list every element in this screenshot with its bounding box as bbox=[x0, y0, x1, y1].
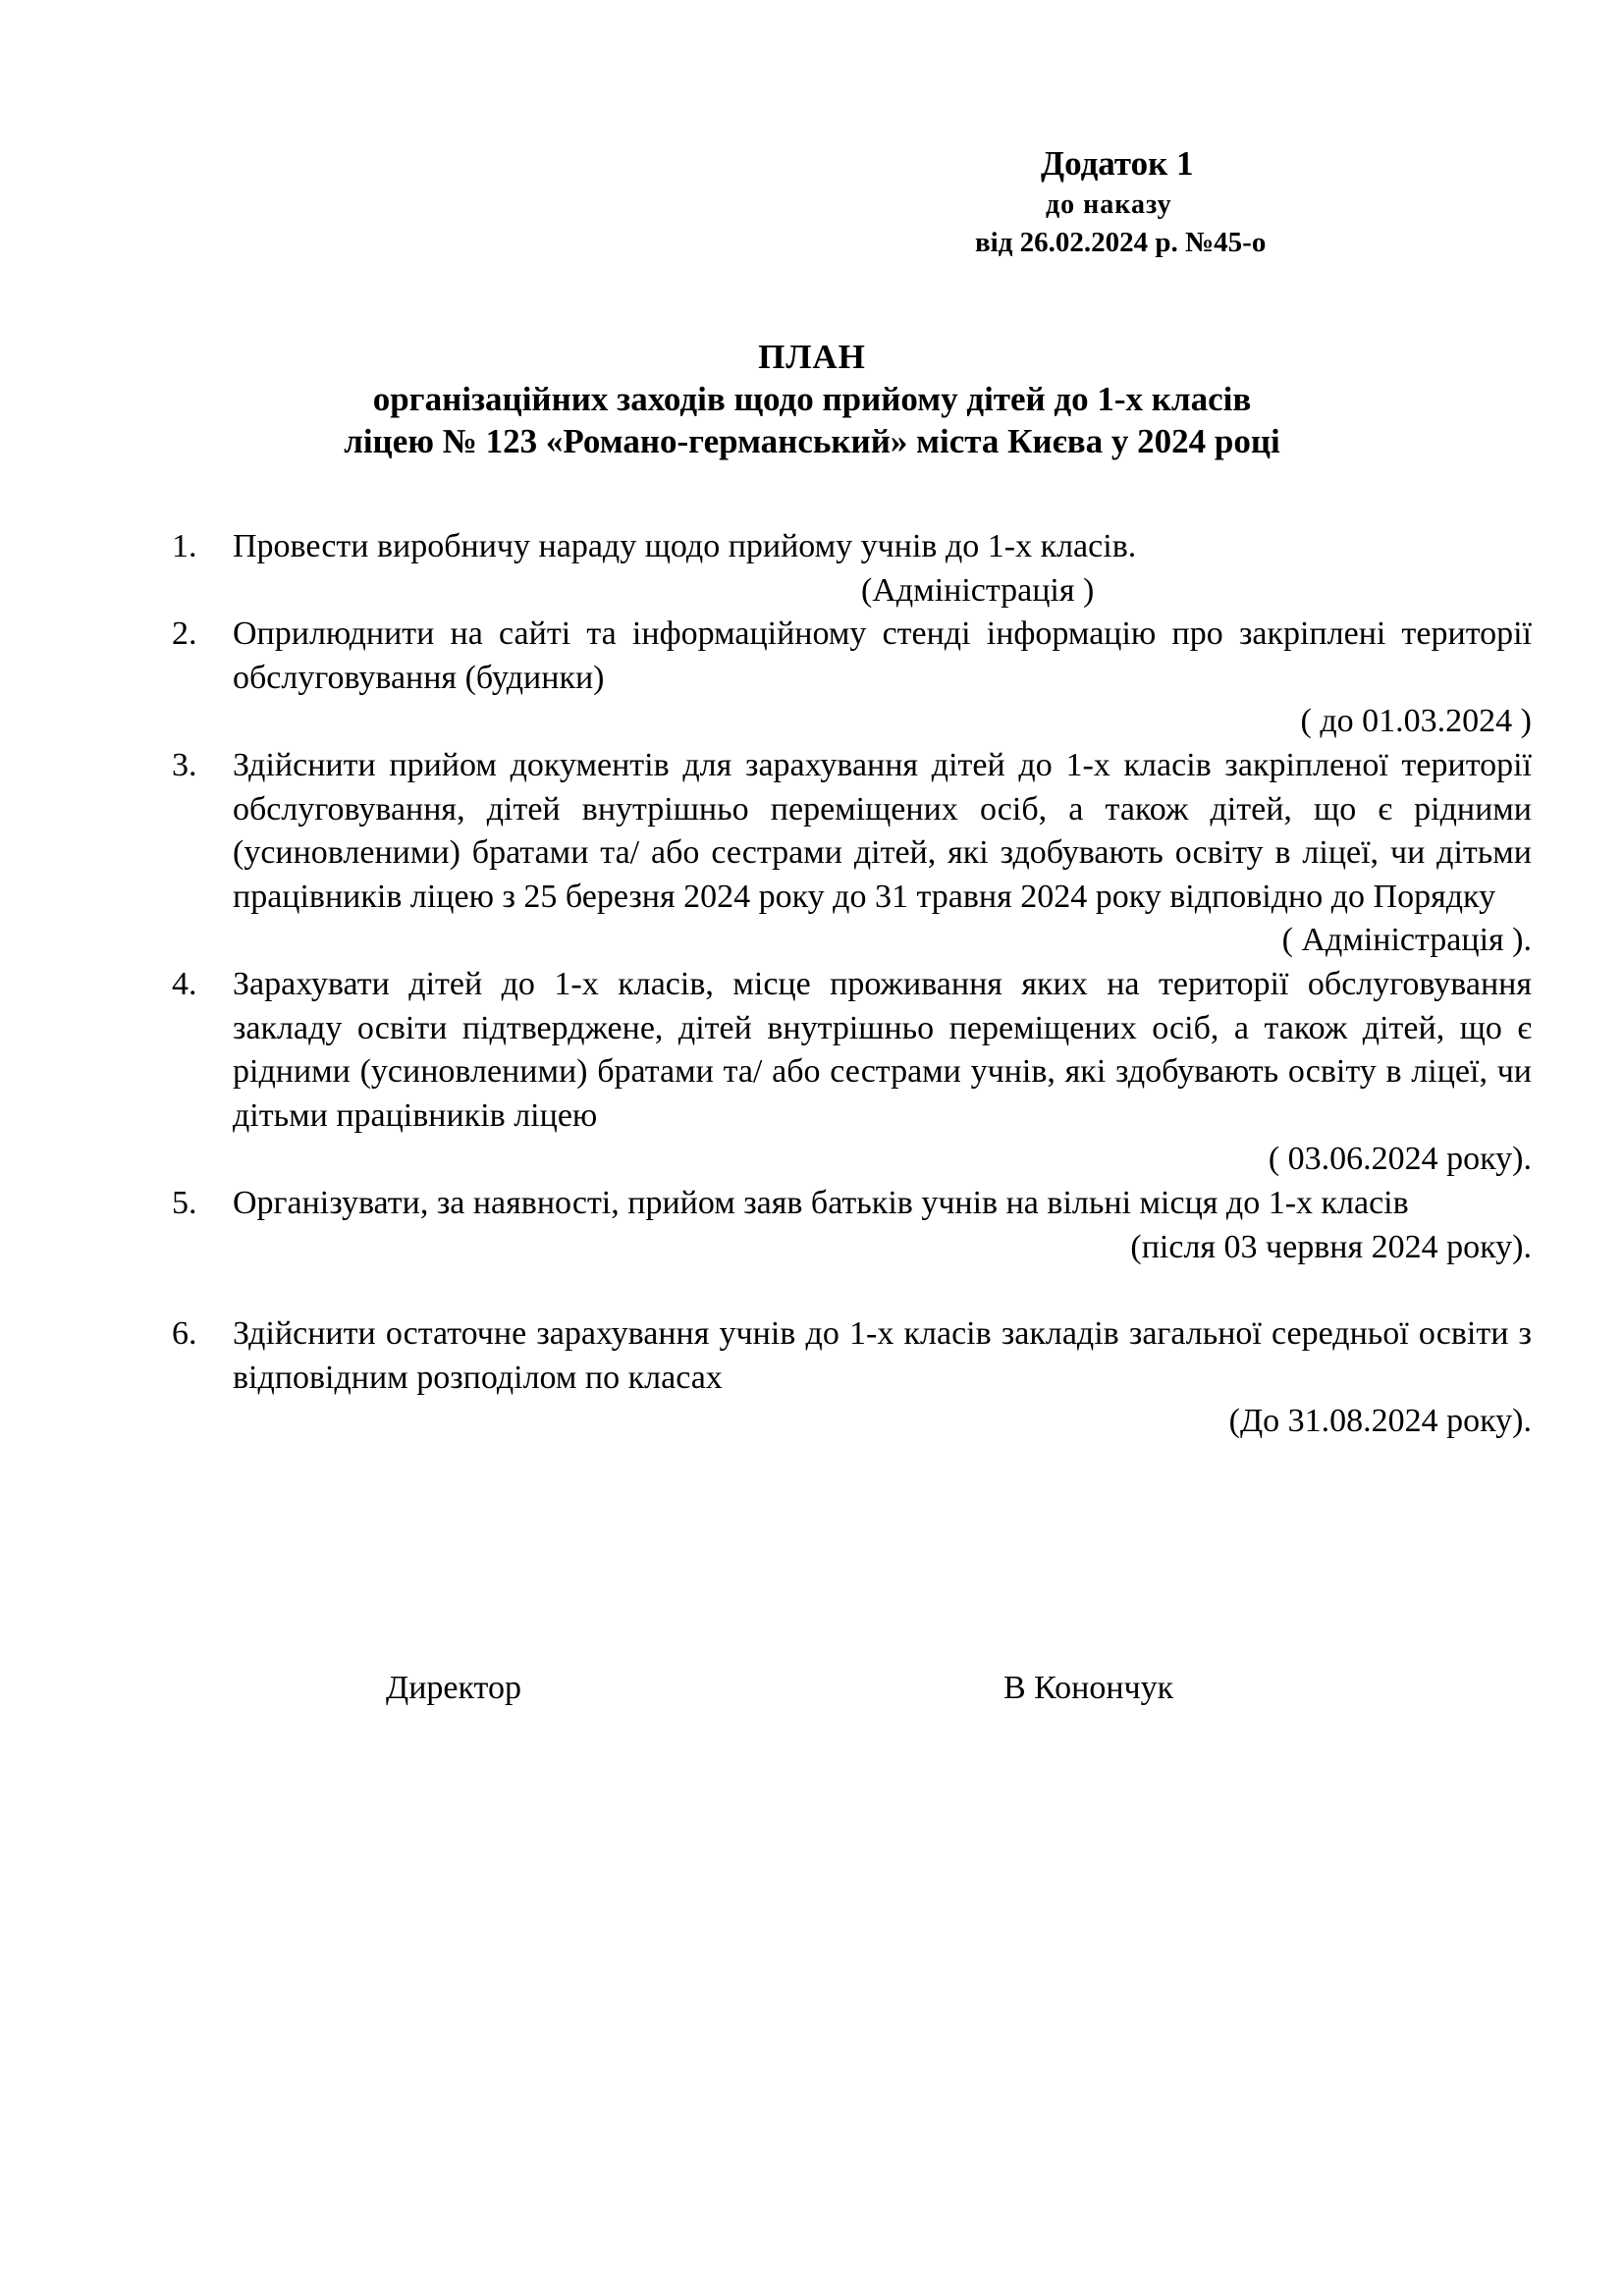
annex-subtitle: до наказу bbox=[1046, 189, 1172, 220]
plan-title: ПЛАН bbox=[758, 338, 866, 376]
plan-subtitle-line-2: ліцею № 123 «Романо-германський» міста Києва у 2024 році bbox=[344, 422, 1280, 460]
spacer bbox=[172, 1269, 1532, 1312]
item-text: Здійснити прийом документів для зарахування дітей до 1-х класів закріпленої території обслуговування, дітей внутрішньо переміщених осіб, а також дітей, що є рідними (усиновленими) братами та/ або сестрами дітей, які здобувають освіту в ліцеї, чи дітьми працівників ліцею з 25 березня 2024 року до 31 травня 2024 року відповідно до Порядку bbox=[233, 746, 1532, 915]
plan-subtitle-line-1: організаційних заходів щодо прийому дітей до 1-х класів bbox=[372, 380, 1252, 418]
item-text: Здійснити остаточне зарахування учнів до 1-х класів закладів загальної середньої освіти з відповідним розподілом по класах bbox=[233, 1315, 1532, 1396]
item-text: Оприлюднити на сайті та інформаційному стенді інформацію про закріплені території обслуговування (будинки) bbox=[233, 615, 1532, 696]
item-number: 5. bbox=[172, 1184, 197, 1221]
item-number: 1. bbox=[172, 528, 197, 564]
plan-item-6 bbox=[172, 1312, 1532, 1444]
plan-items-list bbox=[172, 525, 1532, 1444]
item-deadline: ( 03.06.2024 року). bbox=[1268, 1141, 1532, 1178]
annex-order-date: від 26.02.2024 р. №45-о bbox=[975, 227, 1267, 258]
item-deadline: (До 31.08.2024 року). bbox=[1228, 1403, 1532, 1440]
item-deadline: (після 03 червня 2024 року). bbox=[1130, 1228, 1532, 1265]
plan-item-2 bbox=[172, 613, 1532, 744]
plan-item-4 bbox=[172, 963, 1532, 1182]
signature-name: В Конончук bbox=[1003, 1670, 1174, 1706]
plan-item-1 bbox=[172, 525, 1532, 613]
signature-role: Директор bbox=[386, 1670, 521, 1706]
item-text: Провести виробничу нараду щодо прийому учнів до 1-х класів. bbox=[233, 528, 1137, 564]
item-number: 2. bbox=[172, 615, 197, 653]
item-responsible: (Адміністрація ) bbox=[861, 571, 1095, 609]
item-number: 4. bbox=[172, 965, 197, 1002]
annex-title: Додаток 1 bbox=[1041, 144, 1194, 183]
item-text: Організувати, за наявності, прийом заяв батьків учнів на вільні місця до 1-х класів bbox=[233, 1184, 1409, 1221]
plan-item-5 bbox=[172, 1182, 1532, 1269]
item-number: 6. bbox=[172, 1315, 197, 1353]
item-number: 3. bbox=[172, 746, 197, 783]
item-deadline: ( до 01.03.2024 ) bbox=[1300, 703, 1532, 740]
item-responsible: ( Адміністрація ). bbox=[1281, 922, 1532, 959]
item-text: Зарахувати дітей до 1-х класів, місце проживання яких на території обслуговування закладу освіти підтверджене, дітей внутрішньо переміщених осіб, а також дітей, що є рідними (усиновленими) братами та/ або сестрами учнів, які здобувають освіту в ліцеї, чи дітьми працівників ліцею bbox=[233, 965, 1532, 1134]
plan-item-3 bbox=[172, 744, 1532, 963]
document-heading bbox=[0, 336, 1624, 462]
